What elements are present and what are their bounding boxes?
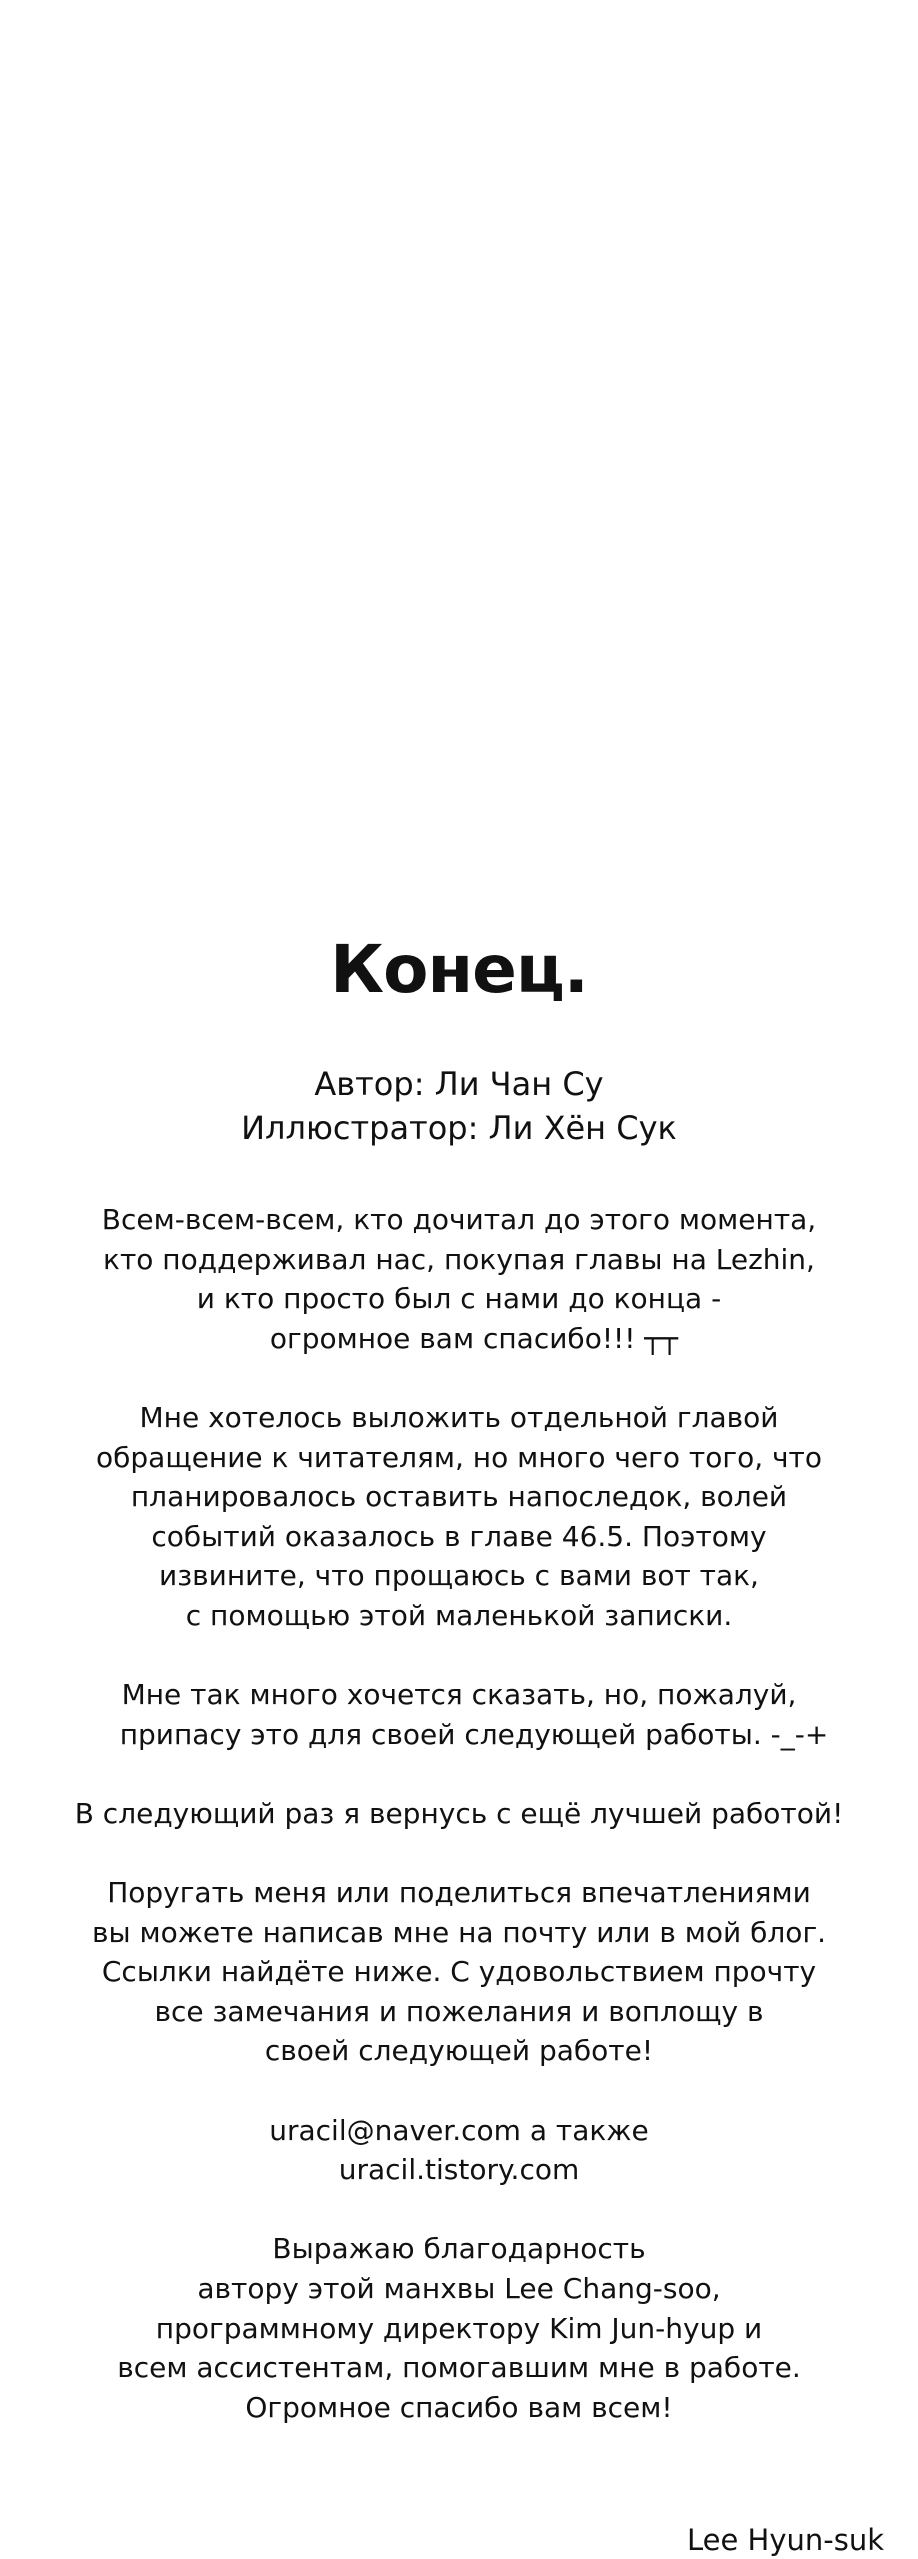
text-line: обращение к читателям, но много чего того, что [95,1440,822,1474]
author-credit: Автор: Ли Чан Су [314,1065,604,1103]
text-line: вы можете написав мне на почту или в мой блог. [91,1915,827,1949]
afterword-text [0,1200,918,2467]
thanks-paragraph [0,1200,918,1358]
text-line: автору этой манхвы Lee Chang-soo, [197,2272,721,2306]
text-line: планировалось оставить напоследок, волей [130,1480,788,1514]
text-line: припасу это для своей следующей работы. -_-+ [119,1717,829,1751]
illustrator-credit: Иллюстратор: Ли Хён Сук [241,1109,677,1147]
text-line: Мне так много хочется сказать, но, пожалуй, [121,1678,797,1712]
acknowledgements-paragraph [0,2229,918,2427]
credits-block [0,1062,918,1150]
text-line: В следующий раз я вернусь с ещё лучшей работой! [74,1796,844,1830]
contacts-paragraph [0,2111,918,2190]
text-line: Мне хотелось выложить отдельной главой [139,1400,779,1434]
text-line: Ссылки найдёте ниже. С удовольствием прочту [101,1955,817,1989]
text-line: Поругать меня или поделиться впечатлениями [107,1876,811,1910]
text-line: все замечания и пожелания и воплощу в [154,1994,764,2028]
page-title: Конец. [330,931,588,1008]
next-work-paragraph [0,1675,918,1754]
text-line: с помощью этой маленькой записки. [185,1598,733,1632]
text-line: огромное вам спасибо!!! ┬┬ [269,1321,679,1355]
text-line: и кто просто был с нами до конца - [196,1282,722,1316]
blog-text: uracil.tistory.com [338,2153,580,2187]
text-line: событий оказалось в главе 46.5. Поэтому [151,1519,767,1553]
return-paragraph [0,1794,918,1834]
signature: Lee Hyun-suk [686,2523,884,2557]
text-line: всем ассистентам, помогавшим мне в работе. [117,2351,801,2385]
text-line: программному директору Kim Jun-hyup и [155,2311,763,2345]
text-line: Огромное спасибо вам всем! [245,2390,673,2424]
text-line: своей следующей работе! [264,2034,654,2068]
feedback-paragraph [0,1873,918,2071]
text-line: кто поддерживал нас, покупая главы на Lezhin, [103,1242,815,1276]
text-line: извините, что прощаюсь с вами вот так, [159,1559,759,1593]
email-text: uracil@naver.com а также [269,2113,649,2147]
text-line: Всем-всем-всем, кто дочитал до этого момента, [101,1203,817,1236]
apology-paragraph [0,1398,918,1636]
text-line: Выражаю благодарность [272,2232,646,2266]
